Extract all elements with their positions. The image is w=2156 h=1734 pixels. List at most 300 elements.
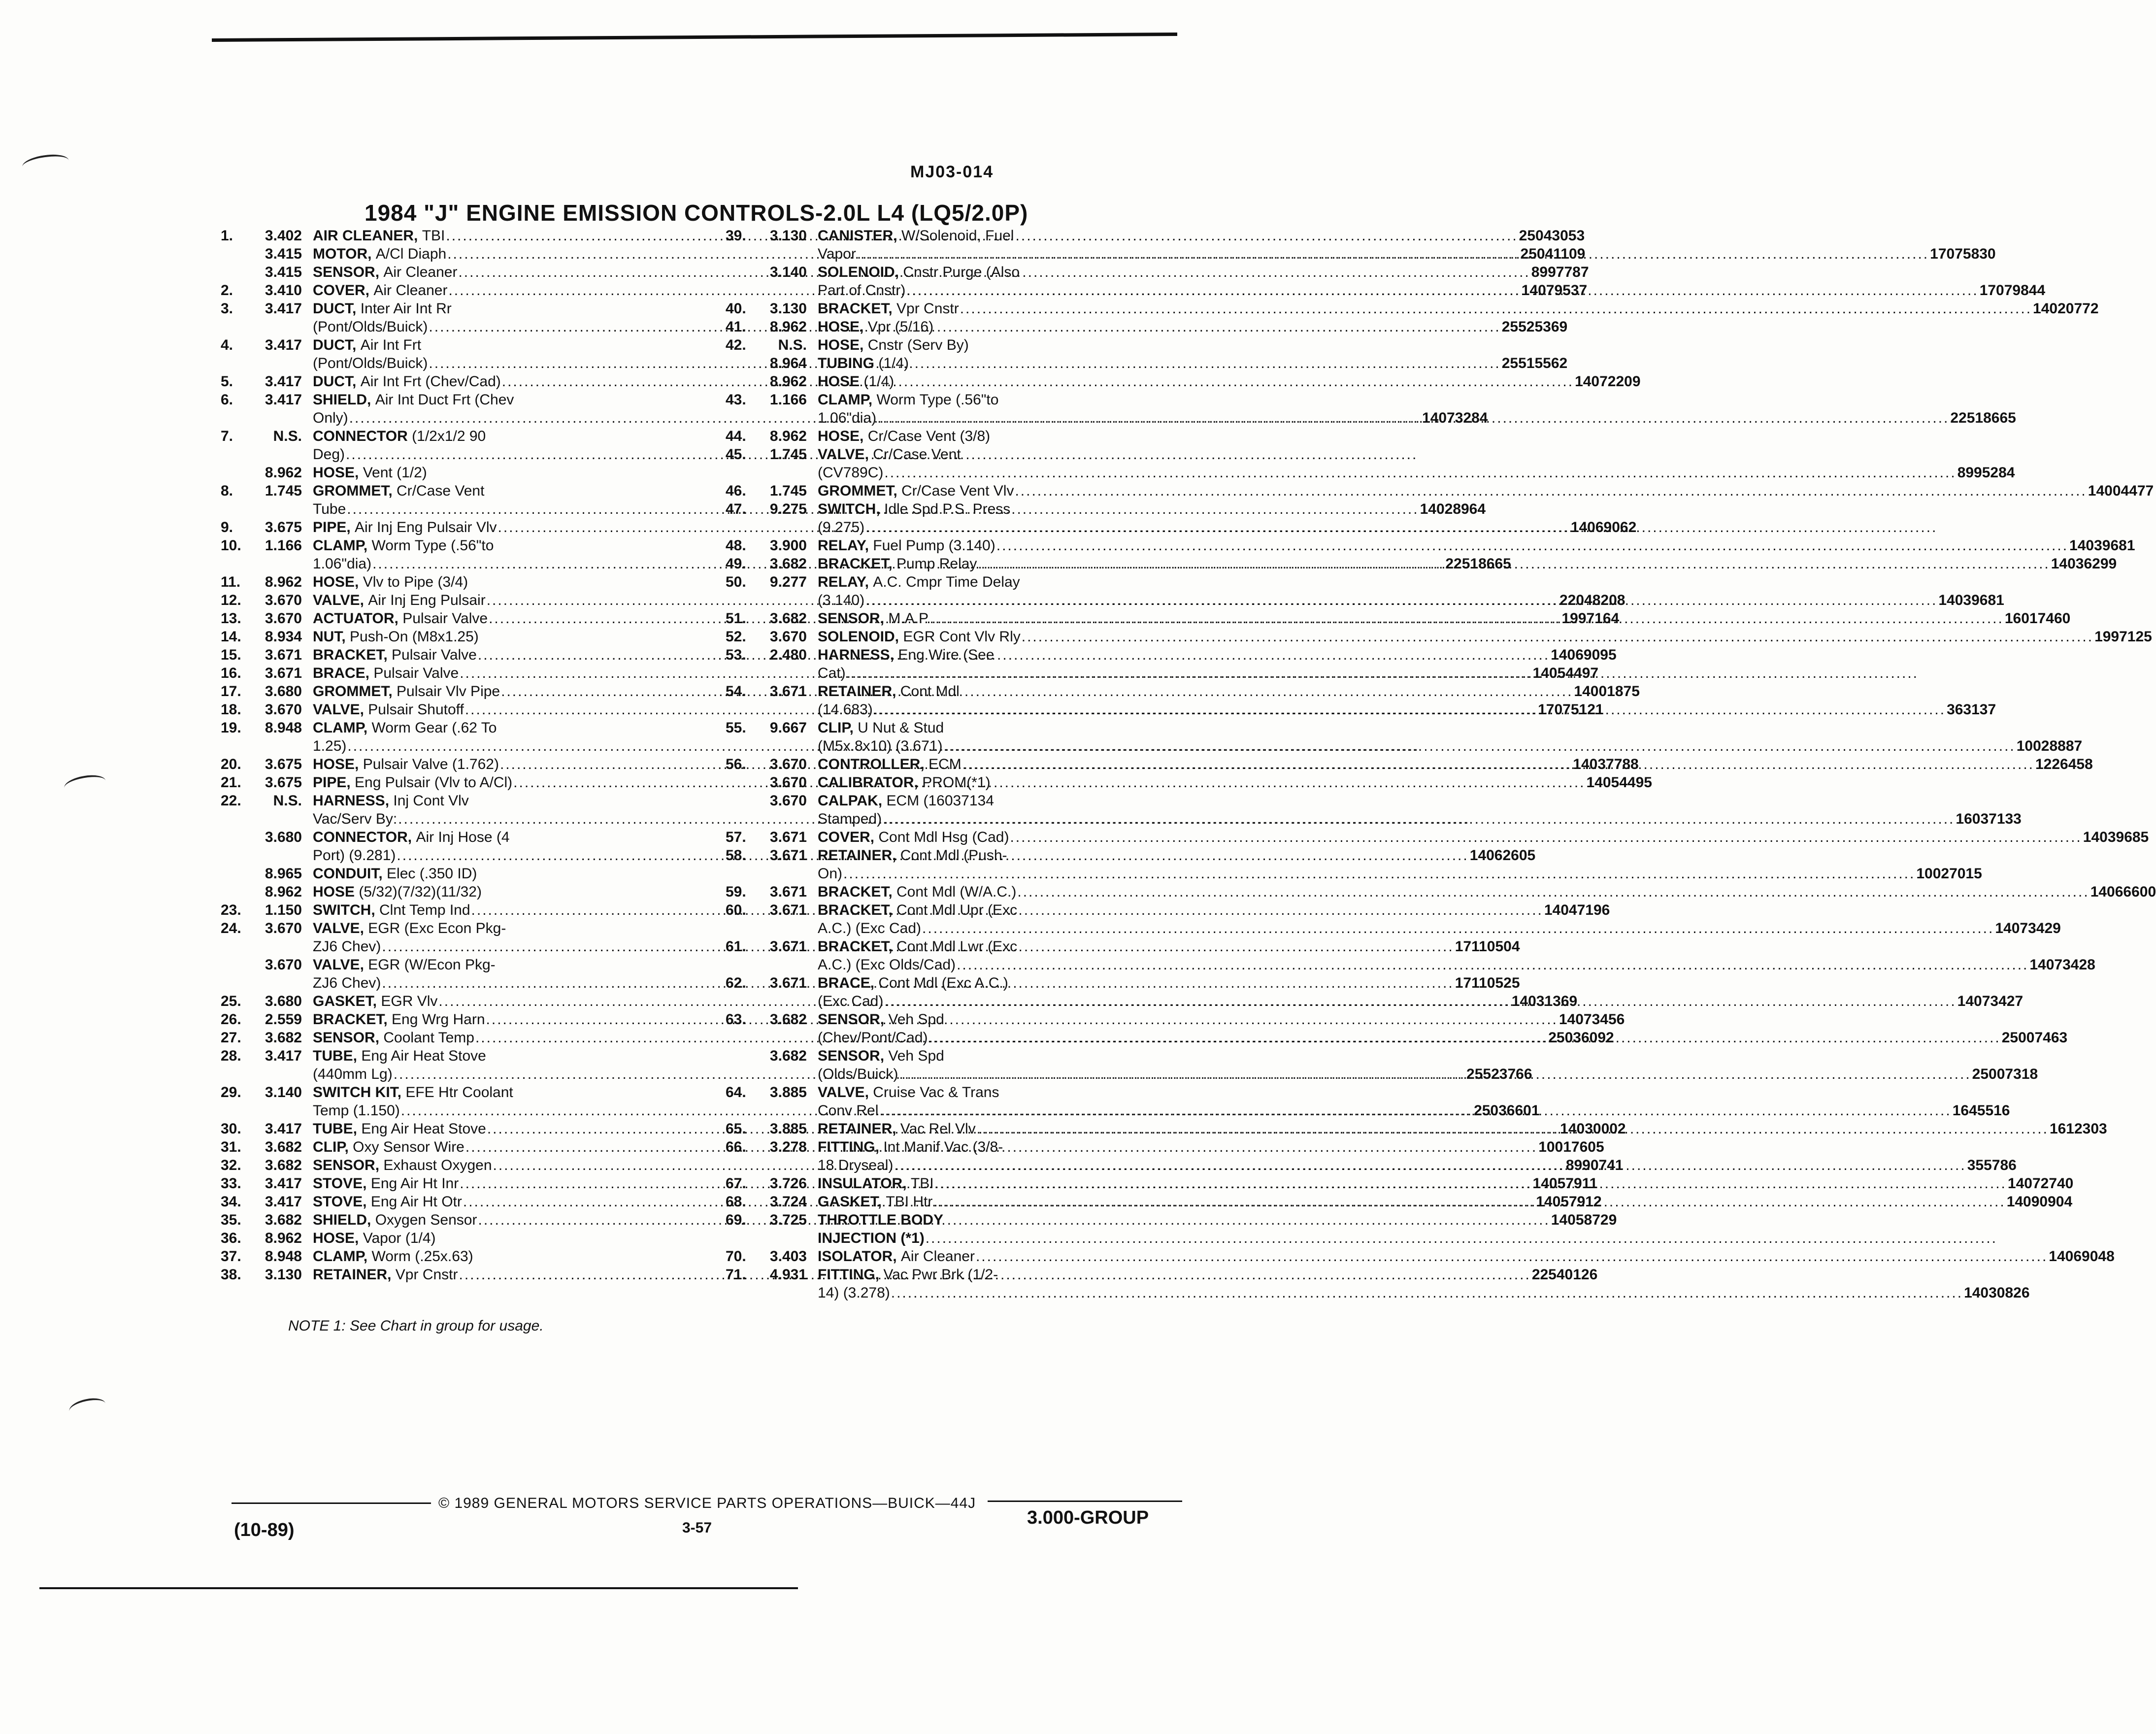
part-entry	[712, 1247, 2115, 1266]
leader-dots	[943, 737, 2015, 755]
description-text: Cont Mdl (W/A.C.)	[896, 884, 1017, 900]
part-name: CONNECTOR	[313, 428, 408, 444]
description-text: Tube	[313, 501, 346, 517]
description-text: (Exc Cad)	[818, 993, 884, 1009]
group-number: 8.962	[265, 1230, 302, 1246]
group-number: 3.680	[265, 993, 302, 1009]
part-number: 17079844	[1979, 282, 2046, 299]
part-name: CLIP,	[313, 1139, 349, 1155]
group-number: 3.671	[769, 938, 807, 955]
description-text: Oxygen Sensor	[375, 1212, 477, 1228]
part-name: BRACKET,	[818, 884, 893, 900]
description-text: Int Manif Vac (3/8-	[883, 1139, 1003, 1155]
group-number: 3.680	[265, 683, 302, 700]
description-text: Pulsair Valve	[392, 647, 477, 663]
group-number: 3.900	[769, 537, 807, 554]
leader-dots	[977, 1120, 2049, 1138]
group-number: 1.745	[769, 446, 807, 463]
part-name: HOSE,	[818, 319, 864, 335]
item-number: 32.	[221, 1157, 241, 1173]
part-name: GROMMET,	[313, 683, 393, 700]
part-name: ACTUATOR,	[313, 610, 398, 627]
item-number: 55.	[726, 720, 746, 736]
part-name: SHIELD,	[313, 1212, 371, 1228]
group-number: 2.559	[265, 1011, 302, 1028]
description-text: Vpr Cnstr	[395, 1267, 458, 1283]
part-name: TUBE,	[313, 1121, 357, 1137]
item-number: 37.	[221, 1248, 241, 1265]
group-number: 2.480	[769, 647, 807, 663]
description-line	[818, 737, 2082, 755]
group-number: 3.682	[265, 1212, 302, 1228]
group-number: 8.962	[769, 373, 807, 390]
group-number: 3.670	[265, 592, 302, 608]
description-line	[818, 1193, 2072, 1211]
item-number: 13.	[221, 610, 241, 627]
description-text: Fuel Pump (3.140)	[873, 537, 995, 554]
group-number: 3.675	[265, 519, 302, 535]
part-description	[818, 336, 1199, 354]
part-entry	[712, 1211, 1199, 1247]
item-number: 52.	[726, 629, 746, 645]
item-number: 15.	[221, 647, 241, 663]
item-number: 14.	[221, 629, 241, 645]
part-description	[818, 609, 2070, 628]
part-number: 25007318	[1972, 1066, 2038, 1082]
description-line	[818, 865, 1982, 883]
item-number: 60.	[726, 902, 746, 918]
item-number: 48.	[726, 537, 746, 554]
part-name: THROTTLE BODY	[818, 1212, 943, 1228]
part-name: SENSOR,	[818, 610, 885, 627]
item-number: 31.	[221, 1139, 241, 1155]
description-line	[818, 391, 2016, 409]
leader-dots	[1017, 883, 2089, 901]
description-text: ZJ6 Chev)	[313, 938, 381, 955]
description-text: Idle Spd P.S. Press	[884, 501, 1011, 517]
description-text: EGR Vlv	[381, 993, 438, 1009]
part-number: 25043053	[1519, 228, 1585, 244]
part-name: BRACKET,	[818, 300, 893, 317]
item-number: 49.	[726, 556, 746, 572]
item-number: 57.	[726, 829, 746, 845]
group-number: 9.277	[769, 574, 807, 590]
part-description	[818, 573, 2004, 609]
group-number: 3.725	[769, 1212, 807, 1228]
description-text: Air Cleaner	[373, 282, 448, 299]
description-text: EFE Htr Coolant	[405, 1084, 513, 1100]
group-label: 3.000-GROUP	[1027, 1507, 1149, 1528]
item-number: 36.	[221, 1230, 241, 1246]
item-number	[712, 773, 754, 792]
item-number: 29.	[221, 1084, 241, 1100]
leader-dots	[899, 1065, 1971, 1083]
leader-dots	[877, 409, 1949, 427]
part-number: 17110504	[1455, 938, 1520, 955]
part-number: 1997164	[1561, 610, 1620, 627]
leader-dots	[957, 956, 2028, 974]
item-number: 63.	[726, 1011, 746, 1028]
description-line	[313, 1229, 680, 1247]
part-description	[818, 1047, 2038, 1083]
part-number: 14047196	[1544, 902, 1610, 918]
part-entry	[207, 628, 680, 646]
part-name: CONDUIT,	[313, 866, 383, 882]
part-description	[818, 555, 2117, 573]
item-number	[712, 1047, 754, 1083]
part-entry	[207, 883, 680, 901]
leader-dots	[935, 1174, 2007, 1193]
leader-dots	[933, 1193, 2005, 1211]
description-text: Air Int Frt (Chev/Cad)	[360, 373, 501, 390]
description-line	[818, 591, 2004, 609]
description-text: U Nut & Stud	[858, 720, 944, 736]
group-number: 3.670	[769, 629, 807, 645]
description-text: A.C. Cmpr Time Delay	[873, 574, 1020, 590]
description-line	[818, 974, 2023, 992]
part-name: BRACKET,	[313, 1011, 388, 1028]
part-number: 14031369	[1511, 993, 1578, 1009]
description-text: Vent (1/2)	[363, 465, 427, 481]
part-name: BRACE,	[313, 665, 370, 681]
description-text: Clnt Temp Ind	[379, 902, 470, 918]
description-text: (Olds/Buick)	[818, 1066, 898, 1082]
part-number: 17075830	[1930, 246, 1996, 262]
item-number: 27.	[221, 1030, 241, 1046]
item-number: 5.	[221, 373, 233, 390]
part-name: COVER,	[313, 282, 370, 299]
usage-note: NOTE 1: See Chart in group for usage.	[288, 1318, 544, 1334]
description-text: Cr/Case Vent	[397, 483, 485, 499]
part-description	[818, 755, 2093, 773]
part-description	[818, 828, 2149, 846]
footer-rule-left	[232, 1502, 431, 1504]
part-name: DUCT,	[313, 337, 357, 353]
group-number: 3.140	[265, 1084, 302, 1100]
description-text: TBI Htr	[886, 1194, 933, 1210]
part-name: RETAINER,	[818, 1121, 896, 1137]
description-line	[818, 937, 2095, 956]
description-text: Eng Wire (See	[898, 647, 995, 663]
part-name: SWITCH KIT,	[313, 1084, 401, 1100]
part-number: 14073428	[2029, 957, 2095, 973]
description-text: Vpr (5/16)	[867, 319, 934, 335]
part-number: 25036601	[1474, 1102, 1540, 1119]
part-name: CALIBRATOR,	[818, 774, 918, 791]
part-name: CLAMP,	[818, 392, 873, 408]
description-line	[818, 482, 2154, 500]
part-name: PIPE,	[313, 519, 351, 535]
item-number: 56.	[726, 756, 746, 772]
description-text: Vapor (1/4)	[363, 1230, 436, 1246]
description-text: Cont Mdl Upr (Exc	[896, 902, 1018, 918]
part-name: SENSOR,	[818, 1048, 885, 1064]
part-name: BRACKET,	[818, 902, 893, 918]
part-description	[818, 792, 2022, 828]
part-number: 17110525	[1455, 975, 1520, 991]
group-number: 3.682	[769, 1048, 807, 1064]
part-name: RETAINER,	[313, 1267, 392, 1283]
part-number: 14054497	[1532, 665, 1599, 681]
leader-dots	[891, 1284, 1963, 1302]
part-description	[313, 573, 680, 591]
group-number: 3.671	[769, 902, 807, 918]
part-number: 10027015	[1916, 866, 1982, 882]
item-number: 7.	[221, 428, 233, 444]
description-line	[313, 628, 680, 646]
leader-dots	[874, 700, 1946, 719]
description-line	[818, 536, 2135, 555]
description-text: Vac Rel Vlv	[900, 1121, 976, 1137]
part-name: CANISTER,	[818, 228, 897, 244]
part-number: 1612303	[2049, 1121, 2107, 1137]
item-number	[712, 263, 754, 300]
description-line	[818, 1247, 2115, 1266]
description-line	[818, 372, 1199, 391]
item-number: 34.	[221, 1194, 241, 1210]
part-entry	[712, 828, 2149, 846]
description-line	[818, 518, 1938, 536]
leader-dots	[884, 992, 1956, 1010]
group-number: N.S.	[778, 337, 807, 353]
description-text: Elec (.350 ID)	[387, 866, 477, 882]
group-number: 3.417	[265, 392, 302, 408]
part-description	[818, 937, 2095, 974]
description-line	[313, 1247, 680, 1266]
document-number: MJ03-014	[910, 163, 994, 181]
top-rule	[212, 33, 1177, 42]
group-number: 3.140	[769, 264, 807, 280]
leader-dots	[843, 865, 1915, 883]
description-text: Air Inj Eng Pulsair Vlv	[355, 519, 497, 535]
part-number: 22518665	[1950, 410, 2016, 426]
part-number: 1997125	[2094, 629, 2152, 645]
item-number: 53.	[726, 647, 746, 663]
part-number: 14057912	[1536, 1194, 1602, 1210]
part-entry	[712, 773, 1199, 792]
part-description	[818, 1083, 2010, 1120]
item-number: 69.	[726, 1212, 746, 1228]
description-text: 1.25)	[313, 738, 347, 754]
part-name: GROMMET,	[313, 483, 393, 499]
leader-dots	[976, 1247, 2048, 1266]
part-description	[818, 646, 1920, 682]
part-number: 14039681	[2069, 537, 2135, 554]
description-text: Exhaust Oxygen	[383, 1157, 492, 1173]
page-title: 1984 "J" ENGINE EMISSION CONTROLS-2.0L L4 (LQ5/2.0P)	[365, 200, 1028, 226]
group-number: 8.948	[265, 1248, 302, 1265]
description-text: Cr/Case Vent Vlv	[901, 483, 1014, 499]
part-name: RELAY,	[818, 574, 869, 590]
part-number: 14037788	[1573, 756, 1639, 772]
part-name: BRACKET,	[313, 647, 388, 663]
margin-mark	[67, 1396, 107, 1420]
group-number: 1.150	[265, 902, 302, 918]
part-number: 14072740	[2007, 1175, 2074, 1192]
description-text: (1/4)	[878, 355, 909, 371]
description-text: EGR (W/Econ Pkg-	[368, 957, 496, 973]
description-line	[818, 427, 1199, 445]
description-text: Cont Mdl Hsg (Cad)	[878, 829, 1009, 845]
part-description	[818, 227, 1996, 263]
description-text: Worm Gear (.62 To	[371, 720, 497, 736]
part-number: 363137	[1947, 701, 1996, 718]
item-number	[207, 245, 249, 263]
group-number: 3.415	[265, 264, 302, 280]
description-text: Coolant Temp	[383, 1030, 474, 1046]
group-number: 9.667	[769, 720, 807, 736]
part-name: VALVE,	[313, 701, 364, 718]
item-number: 47.	[726, 501, 746, 517]
part-description	[313, 883, 680, 901]
leader-dots	[926, 1229, 1997, 1247]
part-number: 14090904	[2006, 1194, 2073, 1210]
leader-dots	[929, 1029, 2000, 1047]
description-text: 18 Dryseal)	[818, 1157, 894, 1173]
group-number: 3.417	[265, 1121, 302, 1137]
description-line	[818, 1029, 2067, 1047]
item-number: 30.	[221, 1121, 241, 1137]
description-text: Stamped)	[818, 811, 882, 827]
item-number: 33.	[221, 1175, 241, 1192]
description-text: (CV789C)	[818, 465, 884, 481]
part-entry	[712, 646, 1199, 682]
part-name: HARNESS,	[313, 793, 390, 809]
item-number: 28.	[221, 1048, 241, 1064]
part-name: VALVE,	[313, 592, 364, 608]
part-entry	[712, 336, 1199, 354]
part-number: 14036299	[2051, 556, 2117, 572]
part-number: 14054495	[1586, 774, 1652, 791]
part-number: 8990741	[1565, 1157, 1624, 1173]
group-number: 3.671	[769, 847, 807, 864]
description-text: M.A.P.	[888, 610, 931, 627]
group-number: 3.671	[769, 975, 807, 991]
part-name: DUCT,	[313, 373, 357, 390]
description-text: INJECTION (*1)	[818, 1230, 925, 1246]
description-line	[818, 281, 2045, 300]
part-name: ISOLATOR,	[818, 1248, 897, 1265]
description-line	[818, 1120, 2107, 1138]
part-description	[313, 865, 680, 883]
description-line	[818, 464, 2015, 482]
group-number: 3.670	[265, 610, 302, 627]
description-text: ECM	[929, 756, 962, 772]
part-name: BRACKET,	[818, 938, 893, 955]
item-number: 8.	[221, 483, 233, 499]
item-number	[207, 865, 249, 883]
item-number: 65.	[726, 1121, 746, 1137]
part-name: HARNESS,	[818, 647, 895, 663]
part-name: SENSOR,	[313, 1157, 380, 1173]
description-text: Cnstr (Serv By)	[867, 337, 969, 353]
description-text: Air Cleaner	[383, 264, 458, 280]
description-line	[818, 227, 1996, 245]
item-number	[712, 354, 754, 372]
leader-dots	[857, 245, 1929, 263]
item-number: 54.	[726, 683, 746, 700]
part-name: CLIP,	[818, 720, 854, 736]
description-line	[818, 1174, 2073, 1193]
description-line	[818, 1083, 2010, 1101]
description-text: Air Int Duct Frt (Chev	[375, 392, 514, 408]
part-description	[313, 628, 680, 646]
item-number: 9.	[221, 519, 233, 535]
description-line	[818, 682, 1996, 700]
description-text: (9.275)	[818, 519, 865, 535]
margin-mark	[63, 772, 107, 796]
part-description	[818, 354, 1199, 372]
item-number: 10.	[221, 537, 241, 554]
description-text: Vac Pwr Brk (1/2-	[883, 1267, 998, 1283]
description-text: Eng Air Heat Stove	[361, 1048, 486, 1064]
description-text: (M5x.8x10) (3.671)	[818, 738, 943, 754]
group-number: N.S.	[273, 428, 302, 444]
part-number: 14073284	[1422, 410, 1488, 426]
description-text: ECM (16037134	[886, 793, 994, 809]
part-name: AIR CLEANER,	[313, 228, 418, 244]
part-number: 16017460	[2004, 610, 2071, 627]
description-text: PROM(*1)	[922, 774, 991, 791]
description-text: Eng Air Heat Stove	[361, 1121, 486, 1137]
description-text: Air Inj Hose (4	[416, 829, 510, 845]
item-number: 70.	[726, 1248, 746, 1265]
part-name: INSULATOR,	[818, 1175, 907, 1192]
part-name: HOSE	[818, 373, 860, 390]
part-name: VALVE,	[818, 446, 869, 463]
description-text: Cr/Case Vent (3/8)	[867, 428, 991, 444]
part-description	[818, 1120, 2107, 1138]
description-line	[818, 773, 1199, 792]
group-number: 1.745	[769, 483, 807, 499]
description-text: Cr/Case Vent	[873, 446, 961, 463]
item-number: 41.	[726, 319, 746, 335]
part-name: FITTING,	[818, 1139, 879, 1155]
part-name: DUCT,	[313, 300, 357, 317]
description-line	[818, 300, 2099, 318]
part-description	[818, 1138, 2017, 1174]
part-number: 14072209	[1575, 373, 1641, 390]
part-entry	[712, 354, 1199, 372]
description-text: Worm (.25x.63)	[371, 1248, 473, 1265]
part-description	[818, 372, 1199, 391]
item-number: 62.	[726, 975, 746, 991]
part-number: 14030002	[1560, 1121, 1626, 1137]
group-number: 8.948	[265, 720, 302, 736]
item-number: 22.	[221, 793, 241, 809]
item-number: 12.	[221, 592, 241, 608]
part-name: HOSE,	[818, 428, 864, 444]
item-number: 2.	[221, 282, 233, 299]
part-description	[818, 1010, 2067, 1047]
part-name: SENSOR,	[818, 1011, 885, 1028]
description-text: Cruise Vac & Trans	[873, 1084, 999, 1100]
part-name: BRACE,	[818, 975, 875, 991]
group-number: 3.130	[769, 228, 807, 244]
part-name: HOSE,	[313, 574, 359, 590]
part-number: 1645516	[1952, 1102, 2010, 1119]
part-name: CLAMP,	[313, 537, 368, 554]
description-text: Vac/Serv By:	[313, 811, 398, 827]
part-name: VALVE,	[313, 920, 364, 936]
part-description	[818, 1193, 2072, 1211]
description-line	[818, 1266, 2030, 1284]
description-line	[818, 846, 1982, 865]
part-name: STOVE,	[313, 1194, 367, 1210]
description-line	[818, 573, 2004, 591]
item-number: 16.	[221, 665, 241, 681]
part-name: CONTROLLER,	[818, 756, 925, 772]
